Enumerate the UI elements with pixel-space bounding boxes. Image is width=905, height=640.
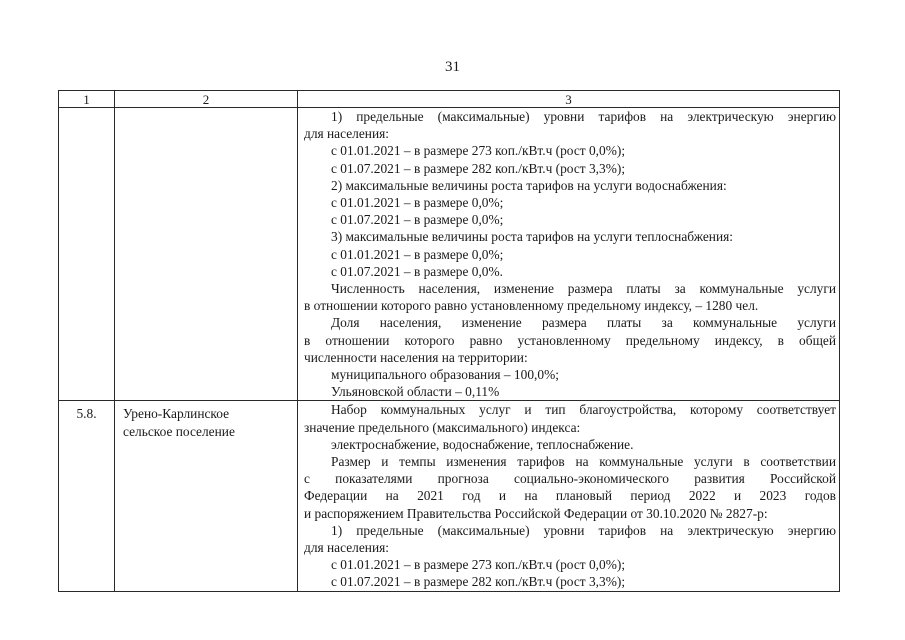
row-number xyxy=(59,108,115,401)
row-content xyxy=(298,401,840,591)
content-line: электроснабжение, водоснабжение, теплоснабжение. xyxy=(331,436,634,452)
table-row xyxy=(59,401,840,591)
content-line: с 01.07.2021 – в размере 282 коп./кВт.ч (рост 3,3%); xyxy=(331,574,626,590)
content-line: с показателями прогноза социально-экономического развития Российской xyxy=(304,471,836,487)
content-line: Ульяновской области – 0,11% xyxy=(331,384,500,400)
content-line: с 01.01.2021 – в размере 273 коп./кВт.ч (рост 0,0%); xyxy=(331,557,626,573)
content-line: с 01.01.2021 – в размере 0,0%; xyxy=(331,246,504,262)
content-line: Набор коммунальных услуг и тип благоустройства, которому соответствует xyxy=(331,402,836,418)
content-line: в отношении которого равно установленному предельному индексу, в общей xyxy=(304,332,836,348)
municipality-name xyxy=(115,401,298,591)
content-line: 2) максимальные величины роста тарифов на услуги водоснабжения: xyxy=(331,177,727,193)
content-line: Размер и темпы изменения тарифов на коммунальные услуги в соответствии xyxy=(331,454,836,470)
content-line: с 01.07.2021 – в размере 0,0%. xyxy=(331,263,503,279)
content-line: 3) максимальные величины роста тарифов на услуги теплоснабжения: xyxy=(331,229,733,245)
header-col-2: 2 xyxy=(115,91,298,108)
name-line: сельское поселение xyxy=(123,423,235,439)
content-line: в отношении которого равно установленному предельному индексу, – 1280 чел. xyxy=(304,298,759,314)
name-line: Урено-Карлинское xyxy=(123,406,230,422)
content-line: 1) предельные (максимальные) уровни тарифов на электрическую энергию xyxy=(331,109,836,124)
content-line: с 01.07.2021 – в размере 0,0%; xyxy=(331,212,504,228)
content-line: 1) предельные (максимальные) уровни тарифов на электрическую энергию xyxy=(331,522,836,538)
content-line: с 01.01.2021 – в размере 0,0%; xyxy=(331,195,504,211)
content-line: для населения: xyxy=(304,126,389,142)
content-line: с 01.07.2021 – в размере 282 коп./кВт.ч (рост 3,3%); xyxy=(331,160,626,176)
row-number: 5.8. xyxy=(59,401,115,591)
header-col-1: 1 xyxy=(59,91,115,108)
row-content xyxy=(298,108,840,401)
content-line: численности населения на территории: xyxy=(304,349,528,365)
header-col-3: 3 xyxy=(298,91,840,108)
content-line: Численность населения, изменение размера платы за коммунальные услуги xyxy=(331,281,836,297)
content-line: муниципального образования – 100,0%; xyxy=(331,367,559,383)
content-line: значение предельного (максимального) индекса: xyxy=(304,419,581,435)
tariff-table xyxy=(58,90,840,592)
table-header-row xyxy=(59,91,840,108)
content-line: с 01.01.2021 – в размере 273 коп./кВт.ч (рост 0,0%); xyxy=(331,143,626,159)
table-row xyxy=(59,108,840,401)
page-number: 31 xyxy=(445,59,460,75)
content-line: Федерации на 2021 год и на плановый период 2022 и 2023 годов xyxy=(304,488,836,504)
content-line: для населения: xyxy=(304,540,389,556)
content-line: и распоряжением Правительства Российской Федерации от 30.10.2020 № 2827-р: xyxy=(304,505,768,521)
content-line: Доля населения, изменение размера платы за коммунальные услуги xyxy=(331,315,836,331)
municipality-name xyxy=(115,108,298,401)
